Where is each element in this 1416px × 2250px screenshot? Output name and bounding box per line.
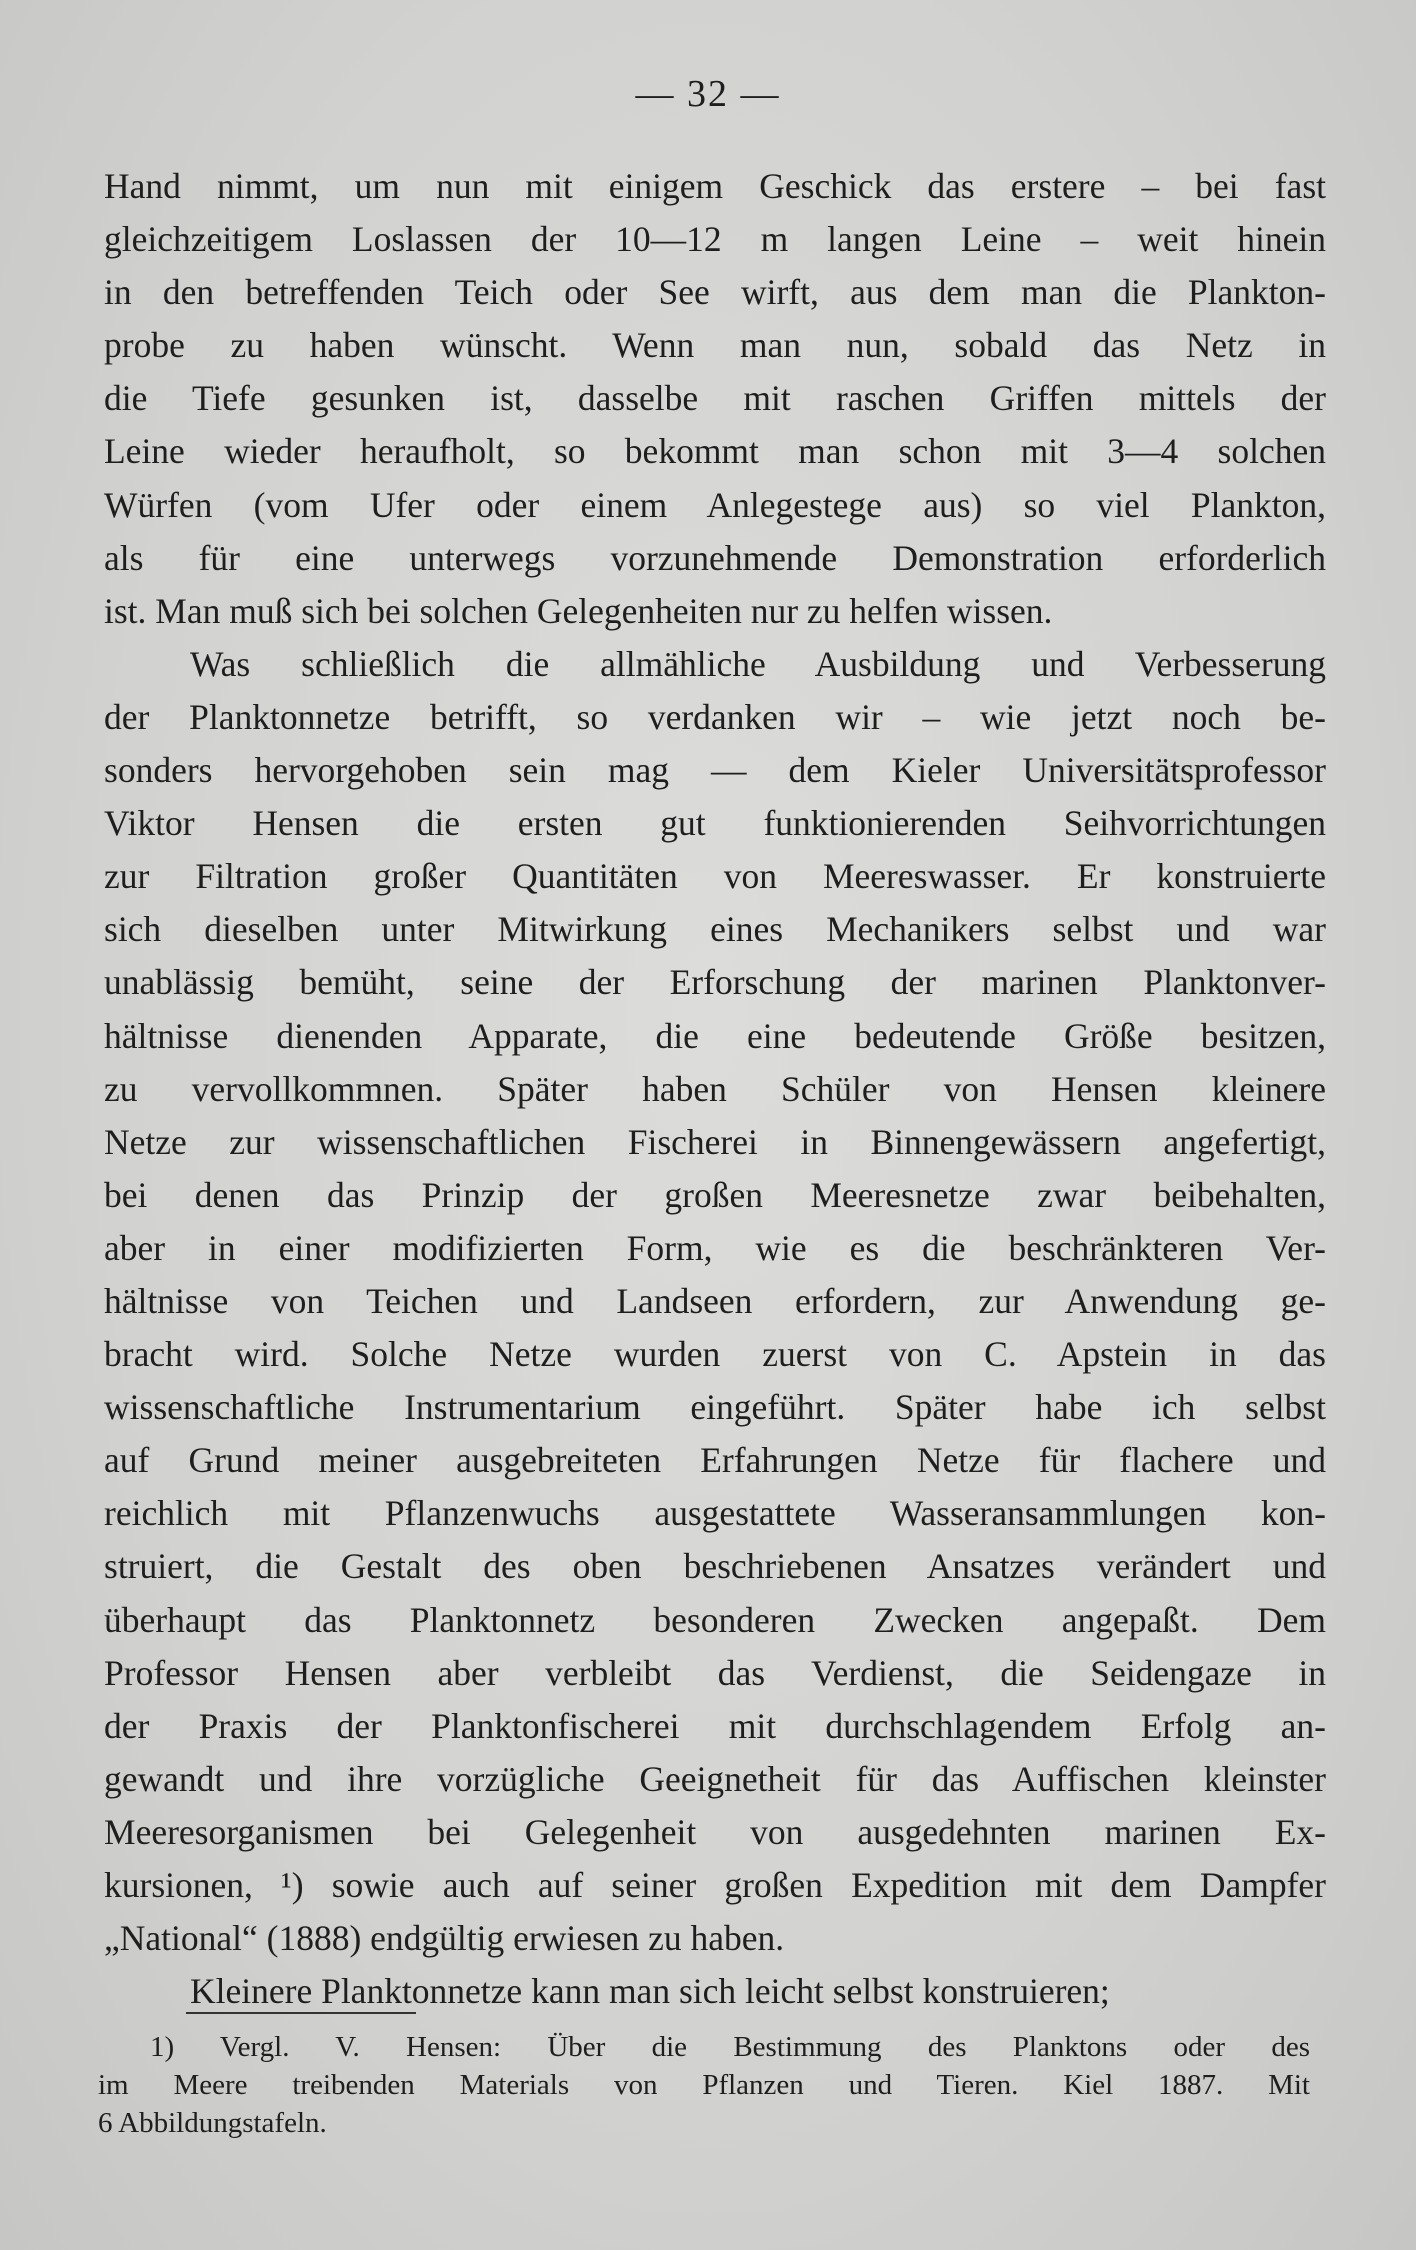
- text-line: die Tiefe gesunken ist, dasselbe mit raschen Griffen mittels der: [104, 378, 1326, 419]
- text-line: kursionen, ¹) sowie auch auf seiner großen Expedition mit dem Dampfer: [104, 1865, 1326, 1905]
- text-line: unablässig bemüht, seine der Erforschung der marinen Planktonver-: [104, 962, 1326, 1003]
- footnote-line: im Meere treibenden Materials von Pflanzen und Tieren. Kiel 1887. Mit: [98, 2069, 1310, 2101]
- text-line: „National“ (1888) endgültig erwiesen zu haben.: [104, 1918, 785, 1959]
- page-number: — 32 —: [635, 73, 781, 115]
- text-line: gewandt und ihre vorzügliche Geeignetheit für das Auffischen kleinster: [104, 1758, 1326, 1799]
- text-line: bei denen das Prinzip der großen Meeresnetze zwar beibehalten,: [104, 1174, 1326, 1215]
- text-line: in den betreffenden Teich oder See wirft, aus dem man die Plankton-: [104, 272, 1326, 313]
- body-text: [104, 160, 1326, 2018]
- text-line: ist. Man muß sich bei solchen Gelegenheiten nur zu helfen wissen.: [104, 590, 1053, 631]
- text-line: struiert, die Gestalt des oben beschriebenen Ansatzes verändert und: [104, 1546, 1326, 1587]
- text-line: auf Grund meiner ausgebreiteten Erfahrungen Netze für flachere und: [104, 1440, 1326, 1481]
- text-line: bracht wird. Solche Netze wurden zuerst von C. Apstein in das: [104, 1334, 1326, 1375]
- text-line: hältnisse dienenden Apparate, die eine bedeutende Größe besitzen,: [104, 1015, 1326, 1056]
- text-line: hältnisse von Teichen und Landseen erfordern, zur Anwendung ge-: [104, 1280, 1326, 1321]
- text-line: überhaupt das Planktonnetz besonderen Zwecken angepaßt. Dem: [104, 1599, 1326, 1640]
- text-line: Professor Hensen aber verbleibt das Verdienst, die Seidengaze in: [104, 1652, 1326, 1693]
- footnote-line: 1) Vergl. V. Hensen: Über die Bestimmung des Planktons oder des: [150, 2031, 1310, 2063]
- text-line: Netze zur wissenschaftlichen Fischerei in Binnengewässern angefertigt,: [104, 1121, 1326, 1162]
- footnote-divider: [186, 2012, 416, 2014]
- text-line: gleichzeitigem Loslassen der 10—12 m langen Leine – weit hinein: [104, 219, 1326, 260]
- footnote-line: 6 Abbildungstafeln.: [98, 2107, 327, 2139]
- text-line: reichlich mit Pflanzenwuchs ausgestattete Wasseransammlungen kon-: [104, 1493, 1326, 1534]
- text-line: Viktor Hensen die ersten gut funktionierenden Seihvorrichtungen: [104, 803, 1326, 844]
- text-line: Meeresorganismen bei Gelegenheit von ausgedehnten marinen Ex-: [104, 1811, 1326, 1852]
- text-line: zur Filtration großer Quantitäten von Meereswasser. Er konstruierte: [104, 856, 1326, 897]
- footnotes: [98, 2028, 1310, 2142]
- text-line: der Planktonnetze betrifft, so verdanken wir – wie jetzt noch be-: [104, 696, 1326, 737]
- text-line: wissenschaftliche Instrumentarium eingeführt. Später habe ich selbst: [104, 1387, 1326, 1428]
- text-line: Leine wieder heraufholt, so bekommt man schon mit 3—4 solchen: [104, 431, 1326, 472]
- text-line: zu vervollkommnen. Später haben Schüler von Hensen kleinere: [104, 1068, 1326, 1109]
- text-line: aber in einer modifizierten Form, wie es die beschränkteren Ver-: [104, 1227, 1326, 1268]
- text-line: Würfen (vom Ufer oder einem Anlegestege aus) so viel Plankton,: [104, 484, 1326, 525]
- text-line: der Praxis der Planktonfischerei mit durchschlagendem Erfolg an-: [104, 1705, 1326, 1746]
- text-line: probe zu haben wünscht. Wenn man nun, sobald das Netz in: [104, 325, 1326, 366]
- text-line: als für eine unterwegs vorzunehmende Demonstration erforderlich: [104, 537, 1326, 578]
- text-line: Was schließlich die allmähliche Ausbildung und Verbesserung: [190, 643, 1326, 684]
- text-line: sonders hervorgehoben sein mag — dem Kieler Universitätsprofessor: [104, 750, 1326, 791]
- text-line: Hand nimmt, um nun mit einigem Geschick das erstere – bei fast: [104, 166, 1326, 206]
- text-line: sich dieselben unter Mitwirkung eines Mechanikers selbst und war: [104, 909, 1326, 950]
- text-line: Kleinere Planktonnetze kann man sich leicht selbst konstruieren;: [190, 1971, 1110, 2012]
